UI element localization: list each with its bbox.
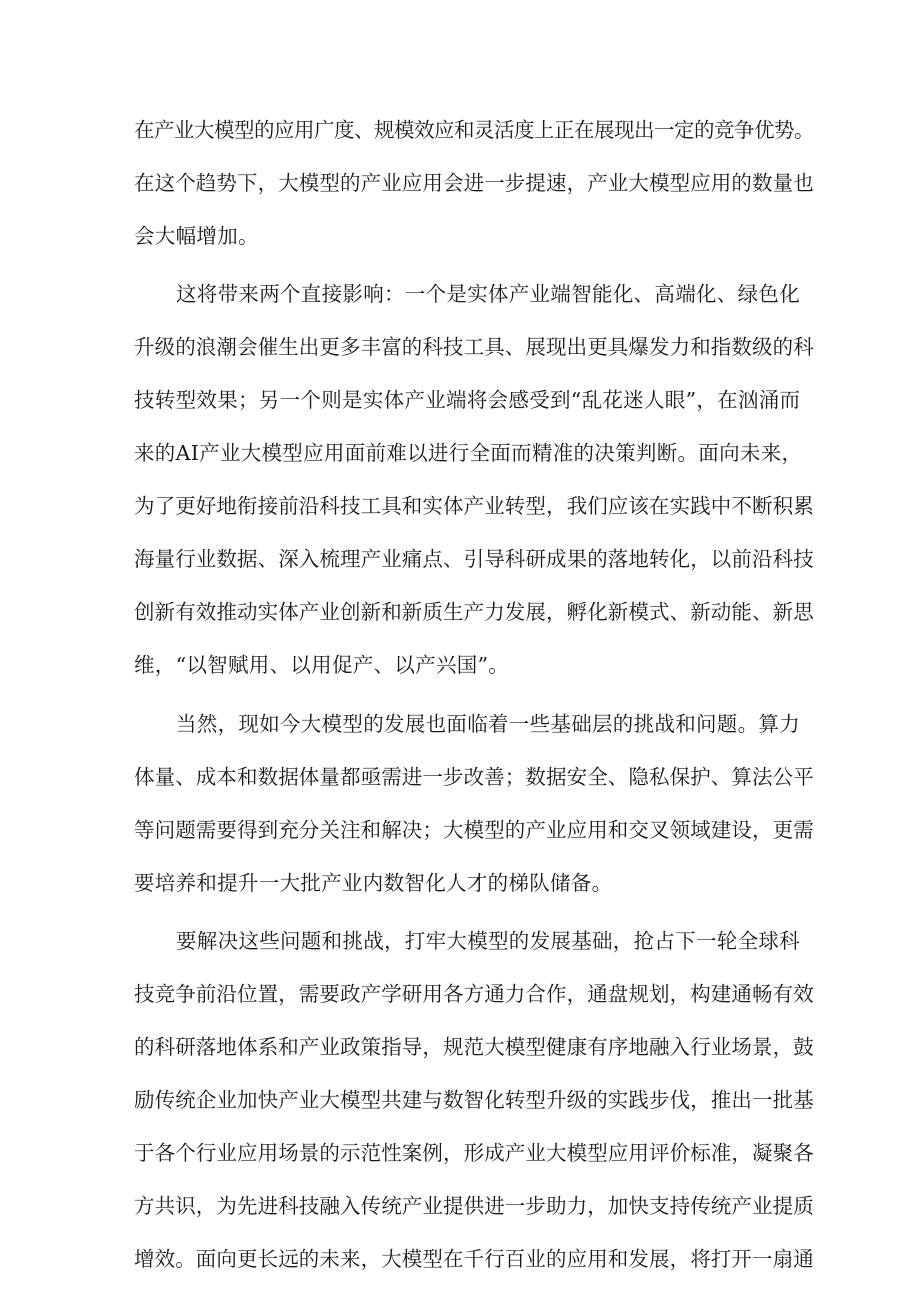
paragraph-1-line-1: 在产业大模型的应用广度、规模效应和灵活度上正在展现出一定的竞争优势。: [134, 118, 814, 142]
paragraph-3-line-3: 等问题需要得到充分关注和解决；大模型的产业应用和交叉领域建设，更需: [134, 818, 814, 842]
paragraph-2-line-4: 来的AI产业大模型应用面前难以进行全面而精准的决策判断。面向未来，: [134, 441, 803, 465]
paragraph-2-line-1: 这将带来两个直接影响：一个是实体产业端智能化、高端化、绿色化: [176, 282, 800, 306]
paragraph-4-line-5: 于各个行业应用场景的示范性案例，形成产业大模型应用评价标准，凝聚各: [134, 1141, 814, 1165]
paragraph-4-line-1: 要解决这些问题和挑战，打牢大模型的发展基础，抢占下一轮全球科: [176, 929, 800, 953]
paragraph-3-line-1: 当然，现如今大模型的发展也面临着一些基础层的挑战和问题。算力: [176, 712, 800, 736]
paragraph-2-line-5: 为了更好地衔接前沿科技工具和实体产业转型，我们应该在实践中不断积累: [134, 494, 814, 518]
paragraph-2-line-2: 升级的浪潮会催生出更多丰富的科技工具、展现出更具爆发力和指数级的科: [134, 335, 814, 359]
paragraph-4-line-4: 励传统企业加快产业大模型共建与数智化转型升级的实践步伐，推出一批基: [134, 1088, 814, 1112]
paragraph-4-line-7: 增效。面向更长远的未来，大模型在千行百业的应用和发展，将打开一扇通: [134, 1247, 814, 1271]
paragraph-4-line-2: 技竞争前沿位置，需要政产学研用各方通力合作，通盘规划，构建通畅有效: [134, 982, 814, 1006]
paragraph-2-line-3: 技转型效果；另一个则是实体产业端将会感受到“乱花迷人眼”，在汹涌而: [134, 388, 801, 412]
paragraph-4-line-6: 方共识，为先进科技融入传统产业提供进一步助力，加快支持传统产业提质: [134, 1194, 814, 1218]
paragraph-3-line-4: 要培养和提升一大批产业内数智化人才的梯队储备。: [134, 871, 613, 895]
paragraph-3-line-2: 体量、成本和数据体量都亟需进一步改善；数据安全、隐私保护、算法公平: [134, 765, 814, 789]
paragraph-4-line-3: 的科研落地体系和产业政策指导，规范大模型健康有序地融入行业场景，鼓: [134, 1035, 814, 1059]
paragraph-2-line-8: 维，“以智赋用、以用促产、以产兴国”。: [134, 653, 510, 677]
paragraph-1-line-2: 在这个趋势下，大模型的产业应用会进一步提速，产业大模型应用的数量也: [134, 171, 814, 195]
paragraph-2-line-7: 创新有效推动实体产业创新和新质生产力发展，孵化新模式、新动能、新思: [134, 600, 814, 624]
paragraph-1-line-3: 会大幅增加。: [134, 224, 259, 248]
paragraph-2-line-6: 海量行业数据、深入梳理产业痛点、引导科研成果的落地转化，以前沿科技: [134, 547, 814, 571]
